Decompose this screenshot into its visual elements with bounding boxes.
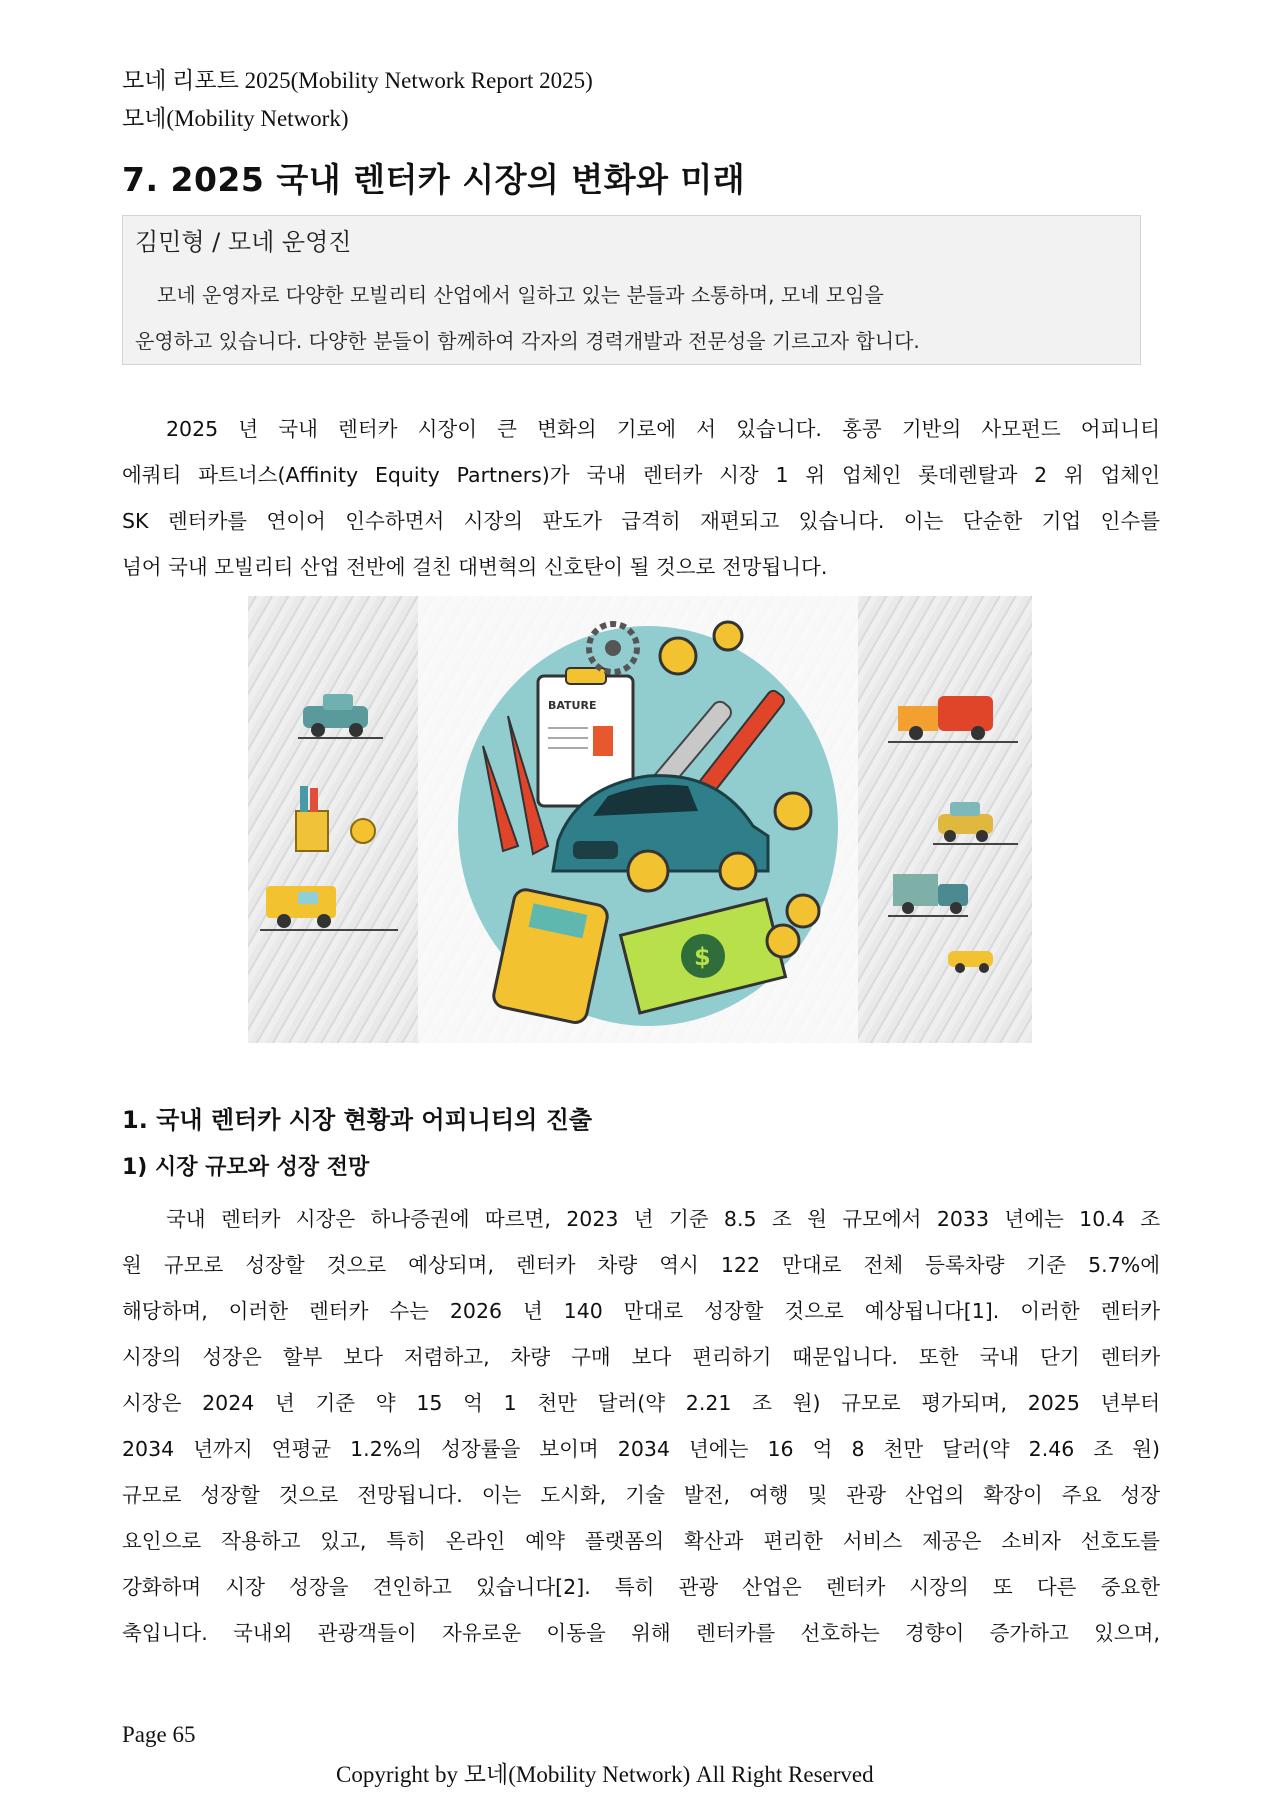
paragraph-line: 요인으로 작용하고 있고, 특히 온라인 예약 플랫폼의 확산과 편리한 서비스 제공은 소비자 선호도를 [122,1529,1160,1553]
paragraph-line: 시장은 2024 년 기준 약 15 억 1 천만 달러(약 2.21 조 원) 규모로 평가되며, 2025 년부터 [122,1391,1160,1415]
yellow-van-icon [260,886,398,930]
paragraph-line: 규모로 성장할 것으로 전망됩니다. 이는 도시화, 기술 발전, 여행 및 관광 산업의 확장이 주요 성장 [122,1483,1160,1507]
paragraph-line: 국내 렌터카 시장은 하나증권에 따르면, 2023 년 기준 8.5 조 원 규모에서 2033 년에는 10.4 조 [166,1207,1160,1231]
tow-truck-icon [888,696,1018,742]
page-number: Page 65 [122,1722,196,1747]
small-yellow-car-icon [948,951,993,973]
gear-icon [589,624,637,672]
intro-paragraph [122,406,1160,590]
paragraph-line: 시장의 성장은 할부 보다 저렴하고, 차량 구매 보다 편리하기 때문입니다. 또한 국내 단기 렌터카 [122,1345,1160,1369]
calculator-icon [492,888,610,1025]
paragraph-line: 2025 년 국내 렌터카 시장이 큰 변화의 기로에 서 있습니다. 홍콩 기반의 사모펀드 어피니티 [166,417,1160,441]
paragraph-line: 에쿼티 파트너스(Affinity Equity Partners)가 국내 렌터카 시장 1 위 업체인 롯데렌탈과 2 위 업체인 [122,463,1160,487]
market-size-paragraph [122,1196,1160,1656]
author-bio-line: 운영하고 있습니다. 다양한 분들이 함께하여 각자의 경력개발과 전문성을 기르고자 합니다. [135,329,920,353]
section-heading: 1. 국내 렌터카 시장 현황과 어피니티의 진출 [122,1106,593,1134]
copyright-notice: Copyright by 모네(Mobility Network) All Right Reserved [336,1762,874,1787]
paragraph-line: SK 렌터카를 연이어 인수하면서 시장의 판도가 급격히 재편되고 있습니다. 이는 단순한 기업 인수를 [122,509,1160,533]
author-bio [135,272,1125,364]
report-title: 모네 리포트 2025(Mobility Network Report 2025) [122,68,593,93]
section-subheading: 1) 시장 규모와 성장 전망 [122,1155,370,1180]
illustration-artwork [248,596,1032,1043]
delivery-truck-icon [888,874,968,916]
svg-text:$: $ [694,943,711,971]
svg-text:BATURE: BATURE [548,699,597,712]
paragraph-line: 해당하며, 이러한 렌터카 수는 2026 년 140 만대로 성장할 것으로 예상됩니다[1]. 이러한 렌터카 [122,1299,1160,1323]
small-car-icon [298,694,383,738]
paragraph-line: 강화하며 시장 성장을 견인하고 있습니다[2]. 특히 관광 산업은 렌터카 시장의 또 다른 중요한 [122,1575,1160,1599]
running-header [122,62,593,138]
org-name: 모네(Mobility Network) [122,106,349,131]
author-box [122,215,1141,365]
paragraph-line: 원 규모로 성장할 것으로 예상되며, 렌터카 차량 역시 122 만대로 전체 등록차량 기준 5.7%에 [122,1253,1160,1277]
dollar-bill-icon [621,899,786,1013]
yellow-car-icon [933,802,1018,844]
author-byline: 김민형 / 모네 운영진 [135,228,352,256]
paragraph-line: 넘어 국내 모빌리티 산업 전반에 걸친 대변혁의 신호탄이 될 것으로 전망됩니다. [122,555,828,579]
coin-jar-icon [296,786,375,851]
paragraph-line: 축입니다. 국내외 관광객들이 자유로운 이동을 위해 렌터카를 선호하는 경향이 증가하고 있으며, [122,1621,1160,1645]
paragraph-line: 2034 년까지 연평균 1.2%의 성장률을 보이며 2034 년에는 16 억 8 천만 달러(약 2.46 조 원) [122,1437,1160,1461]
rental-market-illustration [248,596,1032,1043]
author-bio-line: 모네 운영자로 다양한 모빌리티 산업에서 일하고 있는 분들과 소통하며, 모네 모임을 [157,283,884,307]
chapter-title: 7. 2025 국내 렌터카 시장의 변화와 미래 [122,160,746,199]
